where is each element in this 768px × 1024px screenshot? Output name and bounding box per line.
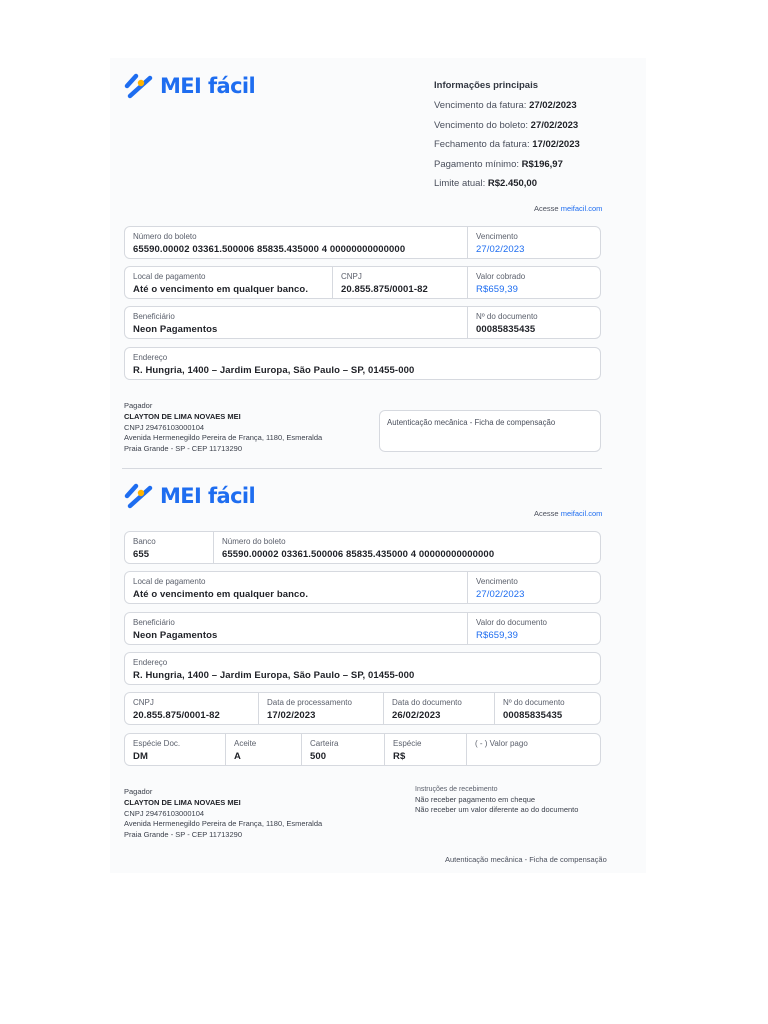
instructions-title: Instruções de recebimento <box>415 786 498 793</box>
slip1-address-box <box>124 347 601 380</box>
accept-value: A <box>234 750 241 762</box>
cnpj-value: 20.855.875/0001-82 <box>341 283 428 295</box>
info-row-slip-due: Vencimento do boleto: 27/02/2023 <box>434 119 579 131</box>
slip1-barcode-box <box>124 226 601 259</box>
slip2-place-box <box>124 571 601 604</box>
payer-street: Avenida Hermenegildo Pereira de França, 1180, Esmeralda <box>124 819 323 829</box>
beneficiary-value: Neon Pagamentos <box>133 323 218 335</box>
beneficiary-label: Beneficiário <box>133 312 175 321</box>
place-label: Local de pagamento <box>133 577 206 586</box>
main-info-panel <box>434 80 580 198</box>
cnpj-label: CNPJ <box>341 272 362 281</box>
auth-footer-text: Autenticação mecânica - Ficha de compensação <box>445 855 607 864</box>
barcode-label: Número do boleto <box>133 232 197 241</box>
payment-place: Até o vencimento em qualquer banco. <box>133 283 309 295</box>
doc-value: R$659,39 <box>476 629 519 641</box>
info-row-limit: Limite atual: R$2.450,00 <box>434 178 537 190</box>
cnpj-value: 20.855.875/0001-82 <box>133 709 220 721</box>
slip1-place-box <box>124 266 601 299</box>
info-row-closing: Fechamento da fatura: 17/02/2023 <box>434 139 580 151</box>
doc-number-label: Nº do documento <box>503 698 565 707</box>
instruction-line: Não receber um valor diferente ao do documento <box>415 805 579 814</box>
payer-city: Praia Grande - SP - CEP 11713290 <box>124 444 242 454</box>
site-link[interactable]: meifacil.com <box>560 509 603 518</box>
payer-cnpj: CNPJ 29476103000104 <box>124 422 205 432</box>
document-date-label: Data do documento <box>392 698 462 707</box>
amount-value: R$659,39 <box>476 283 519 295</box>
logo-mark-icon <box>124 72 156 100</box>
species-doc-label: Espécie Doc. <box>133 739 181 748</box>
slip2-address-box <box>124 652 601 685</box>
brand-logo-2 <box>124 482 255 510</box>
place-label: Local de pagamento <box>133 272 206 281</box>
beneficiary-label: Beneficiário <box>133 618 175 627</box>
brand-name: MEI fácil <box>160 73 256 98</box>
slip1-beneficiary-box <box>124 306 601 339</box>
acesse-note-2: Acesse meifacil.com <box>534 509 603 518</box>
bank-code: 655 <box>133 548 150 560</box>
payer-name: CLAYTON DE LIMA NOVAES MEI <box>124 797 241 807</box>
document-date: 26/02/2023 <box>392 709 441 721</box>
slip2-dates-box <box>124 692 601 725</box>
address-label: Endereço <box>133 658 168 667</box>
cnpj-label: CNPJ <box>133 698 154 707</box>
processing-date: 17/02/2023 <box>267 709 316 721</box>
due-label: Vencimento <box>476 232 518 241</box>
slip2-bank-box <box>124 531 601 564</box>
slip2-species-box <box>124 733 601 766</box>
slip2-beneficiary-box <box>124 612 601 645</box>
payer-cnpj: CNPJ 29476103000104 <box>124 808 205 818</box>
amount-label: Valor cobrado <box>476 272 526 281</box>
paid-value-label: ( - ) Valor pago <box>475 739 528 748</box>
address-label: Endereço <box>133 353 168 362</box>
address-value: R. Hungria, 1400 – Jardim Europa, São Paulo – SP, 01455-000 <box>133 669 415 681</box>
logo-mark-icon <box>124 482 156 510</box>
species-value: R$ <box>393 750 406 762</box>
brand-logo <box>124 72 255 100</box>
bank-label: Banco <box>133 537 156 546</box>
accept-label: Aceite <box>234 739 257 748</box>
barcode-number: 65590.00002 03361.500006 85835.435000 4 00000000000000 <box>222 548 495 560</box>
payer-label: Pagador <box>124 787 153 796</box>
due-date: 27/02/2023 <box>476 588 525 600</box>
due-label: Vencimento <box>476 577 518 586</box>
due-date: 27/02/2023 <box>476 243 525 255</box>
doc-value-label: Valor do documento <box>476 618 548 627</box>
site-link[interactable]: meifacil.com <box>560 204 603 213</box>
wallet-label: Carteira <box>310 739 339 748</box>
cut-line <box>122 468 602 469</box>
info-row-min-payment: Pagamento mínimo: R$196,97 <box>434 158 563 170</box>
acesse-note: Acesse meifacil.com <box>534 204 603 213</box>
processing-date-label: Data de processamento <box>267 698 352 707</box>
beneficiary-value: Neon Pagamentos <box>133 629 218 641</box>
doc-number-value: 00085835435 <box>476 323 536 335</box>
address-value: R. Hungria, 1400 – Jardim Europa, São Paulo – SP, 01455-000 <box>133 364 415 376</box>
wallet-value: 500 <box>310 750 327 762</box>
payment-place: Até o vencimento em qualquer banco. <box>133 588 309 600</box>
payer-city: Praia Grande - SP - CEP 11713290 <box>124 830 242 840</box>
doc-number-label: Nº do documento <box>476 312 538 321</box>
payer-name: CLAYTON DE LIMA NOVAES MEI <box>124 411 241 421</box>
payer-block <box>124 401 322 455</box>
auth-box <box>379 410 601 452</box>
payer-block-2 <box>124 787 322 841</box>
payer-street: Avenida Hermenegildo Pereira de França, 1180, Esmeralda <box>124 433 323 443</box>
instruction-line: Não receber pagamento em cheque <box>415 795 536 804</box>
species-label: Espécie <box>393 739 422 748</box>
brand-name: MEI fácil <box>160 483 256 508</box>
barcode-number: 65590.00002 03361.500006 85835.435000 4 00000000000000 <box>133 243 406 255</box>
auth-box-text: Autenticação mecânica - Ficha de compensação <box>387 418 556 427</box>
receipt-instructions <box>415 785 578 815</box>
main-info-title: Informações principais <box>434 80 539 91</box>
doc-number-value: 00085835435 <box>503 709 563 721</box>
payer-label: Pagador <box>124 401 153 410</box>
barcode-label: Número do boleto <box>222 537 286 546</box>
species-doc: DM <box>133 750 148 762</box>
info-row-invoice-due: Vencimento da fatura: 27/02/2023 <box>434 100 577 111</box>
